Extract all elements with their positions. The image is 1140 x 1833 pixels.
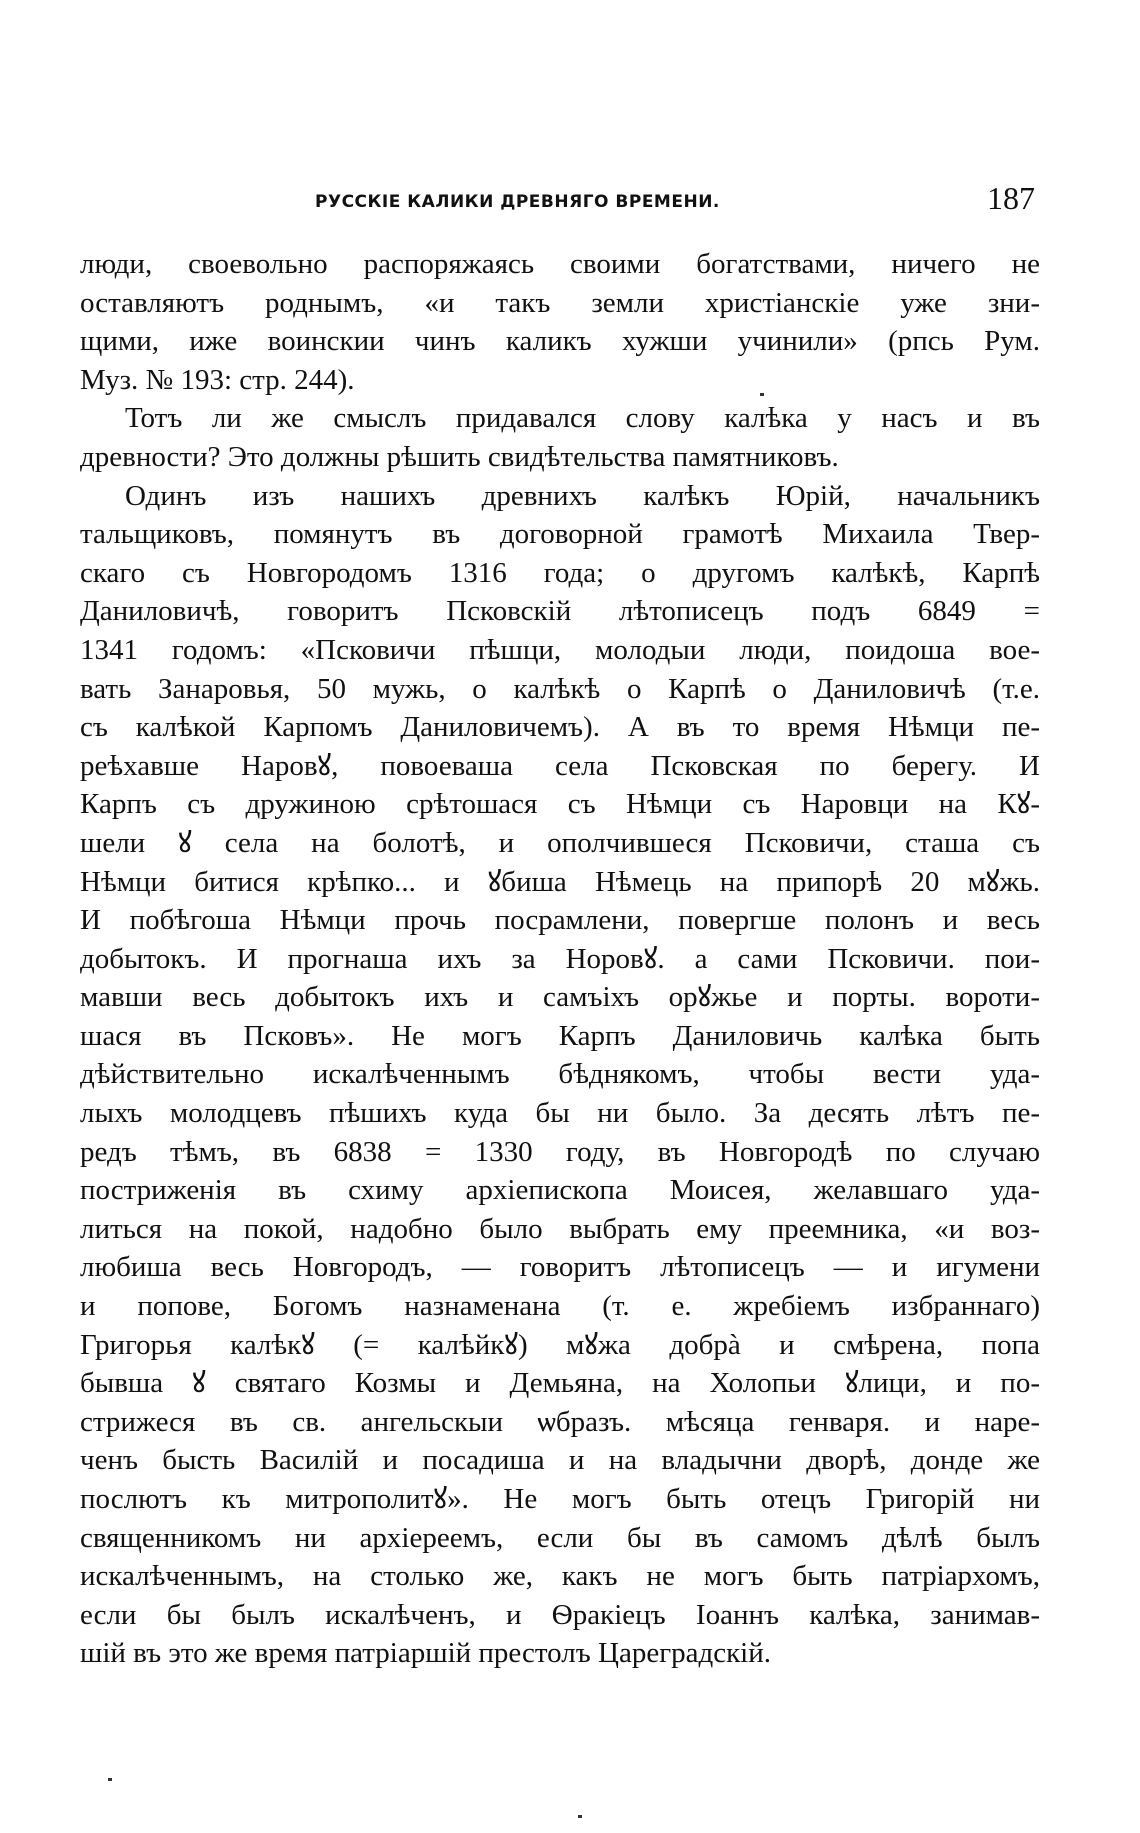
text-line: искалѣченнымъ, на столько же, какъ не могъ быть патріархомъ, <box>80 1560 1040 1593</box>
text-line: 1341 годомъ: «Псковичи пѣшци, молодыи люди, поидоша вое- <box>80 633 1040 666</box>
text-line: и попове, Богомъ назнаменана (т. е. жребіемъ избраннаго) <box>80 1290 1040 1323</box>
text-line: лыхъ молодцевъ пѣшихъ куда бы ни было. За десять лѣтъ пе- <box>80 1097 1040 1130</box>
text-line: Даниловичѣ, говоритъ Псковскій лѣтописецъ подъ 6849 = <box>80 595 1040 628</box>
text-line: шій въ это же время патріаршій престолъ Цареградскій. <box>80 1637 772 1670</box>
text-line: послютъ къ митрополитꙋ». Не могъ быть отецъ Григорій ни <box>80 1483 1040 1515</box>
text-line: И побѣгоша Нѣмци прочь посрамлени, повергше полонъ и весь <box>80 904 1040 937</box>
text-line: оставляютъ роднымъ, «и такъ земли христіанскіе уже зни- <box>80 286 1040 319</box>
text-line: Карпъ съ дружиною срѣтошася съ Нѣмци съ Наровци на Кꙋ- <box>80 788 1040 821</box>
text-line: добытокъ. И прогнаша ихъ за Норовꙋ. а сами Псковичи. пои- <box>80 942 1040 975</box>
text-line: любиша весь Новгородъ, — говоритъ лѣтописецъ — и игумени <box>80 1251 1040 1284</box>
print-speck <box>578 1815 582 1818</box>
text-line: люди, своевольно распоряжаясь своими богатствами, ничего не <box>80 248 1040 280</box>
body-text <box>80 245 1040 1673</box>
text-line: шася въ Псковъ». Не могъ Карпъ Даниловичь калѣка быть <box>80 1019 1040 1052</box>
text-line: бывша ꙋ святаго Козмы и Демьяна, на Холопьи ꙋлици, и по- <box>80 1367 1040 1400</box>
text-line: стрижеся въ св. ангельскыи ѡбразъ. мѣсяца генваря. и наре- <box>80 1405 1040 1438</box>
text-line: священникомъ ни архіереемъ, если бы въ самомъ дѣлѣ былъ <box>80 1521 1040 1554</box>
text-line: съ калѣкой Карпомъ Даниловичемъ). А въ то время Нѣмци пе- <box>80 711 1040 744</box>
text-line: щими, иже воинскии чинъ каликъ хужши учинили» (рпсь Рум. <box>80 325 1040 358</box>
running-title: РУССКІЕ КАЛИКИ ДРЕВНЯГО ВРЕМЕНИ. <box>315 192 720 212</box>
text-line: дѣйствительно искалѣченнымъ бѣднякомъ, чтобы вести уда- <box>80 1058 1040 1091</box>
text-line: тальщиковъ, помянутъ въ договорной грамотѣ Михаила Твер- <box>80 518 1040 551</box>
running-head <box>315 180 1035 220</box>
text-line: Одинъ изъ нашихъ древнихъ калѣкъ Юрій, начальникъ <box>125 479 1040 512</box>
text-line: мавши весь добытокъ ихъ и самъіхъ орꙋжье и порты. вороти- <box>80 981 1040 1014</box>
text-line: Нѣмци битися крѣпко... и ꙋбиша Нѣмець на припорѣ 20 мꙋжь. <box>80 865 1040 898</box>
text-line: литься на покой, надобно было выбрать ему преемника, «и воз- <box>80 1212 1040 1245</box>
text-line: реѣхавше Наровꙋ, повоеваша села Псковская по берегу. И <box>80 749 1040 782</box>
text-line: Тотъ ли же смыслъ придавался слову калѣка у насъ и въ <box>125 402 1040 435</box>
text-line: скаго съ Новгородомъ 1316 года; о другомъ калѣкѣ, Карпѣ <box>80 556 1040 589</box>
print-speck <box>108 1778 112 1781</box>
text-line: если бы былъ искалѣченъ, и Ѳракіецъ Іоаннъ калѣка, занимав- <box>80 1598 1040 1631</box>
text-line: вать Занаровья, 50 мужь, о калѣкѣ о Карпѣ о Даниловичѣ (т.е. <box>80 672 1040 705</box>
print-speck <box>760 393 764 396</box>
text-line: шели ꙋ села на болотѣ, и ополчившеся Псковичи, сташа съ <box>80 826 1040 859</box>
text-line: редъ тѣмъ, въ 6838 = 1330 году, въ Новгородѣ по случаю <box>80 1135 1040 1168</box>
page-number: 187 <box>987 180 1035 216</box>
text-line: Муз. № 193: стр. 244). <box>80 363 355 396</box>
text-line: ченъ бысть Василій и посадиша и на владычни дворѣ, донде же <box>80 1444 1040 1477</box>
text-line: Григорья калѣкꙋ (= калѣйкꙋ) мꙋжа добрà и смѣрена, попа <box>80 1328 1040 1361</box>
text-line: древности? Это должны рѣшить свидѣтельства памятниковъ. <box>80 440 839 473</box>
text-line: постриженія въ схиму архіепископа Моисея, желавшаго уда- <box>80 1174 1040 1207</box>
